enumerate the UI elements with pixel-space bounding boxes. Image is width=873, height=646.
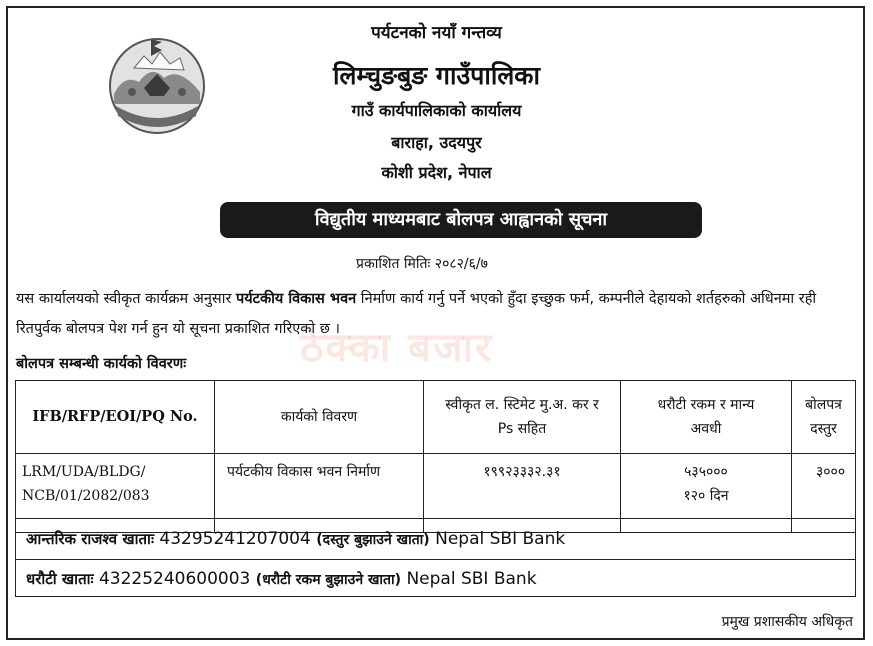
deposit-account-label: धरौटी खाताः (26, 570, 94, 588)
deposit-account-note: (धरौटी रकम बुझाउने खाता) (255, 572, 402, 588)
office-name: गाउँ कार्यपालिकाको कार्यालय (351, 101, 522, 120)
cell-estimate: १९९२३३३२.३१ (424, 454, 621, 533)
deposit-account-bank: Nepal SBI Bank (406, 569, 537, 589)
project-name: पर्यटकीय विकास भवन (236, 291, 357, 307)
section-title: बोलपत्र सम्बन्धी कार्यको विवरणः (16, 356, 187, 372)
deposit-amount: ५३५००० (684, 464, 728, 480)
deposit-period: १२० दिन (683, 488, 729, 504)
header-deposit: धरौटी रकम र मान्य अवधी (621, 381, 792, 454)
notice-body (16, 284, 858, 344)
header-work: कार्यको विवरण (215, 381, 424, 454)
deposit-account (15, 559, 856, 597)
cell-fee: ३००० (792, 454, 856, 533)
slogan: पर्यटनको नयाँ गन्तव्य (371, 23, 502, 43)
watermark-logo: ठेक्का बजार (300, 325, 494, 371)
notice-title: विद्युतीय माध्यमबाट बोलपत्र आह्वानको सूचना (220, 202, 702, 238)
revenue-account-label: आन्तरिक राजश्व खाताः (26, 530, 154, 548)
notice-body-part2: निर्माण कार्य गर्नु पर्ने भएको हुँदा इच्छुक फर्म, कम्पनीले देहायको शर्तहरुको अधिनमा रही रितपुर्वक बोलपत्र पेश गर्न हुन यो सूचना प्रकाशित गरिएको छ । (16, 291, 817, 337)
table-header-row (16, 381, 856, 454)
cell-ifb-no: LRM/UDA/BLDG/ NCB/01/2082/083 (16, 454, 215, 533)
deposit-account-number: 43225240600003 (98, 569, 251, 589)
header-estimate: स्वीकृत ल. स्टिमेट मु.अ. कर र Ps सहित (424, 381, 621, 454)
published-date: प्रकाशित मितिः २०८२/६/७ (356, 256, 488, 272)
office-location: बाराहा, उदयपुर (391, 133, 482, 152)
header-ifb-no: IFB/RFP/EOI/PQ No. (16, 381, 215, 454)
revenue-account-number: 43295241207004 (159, 529, 311, 549)
revenue-account (15, 518, 856, 560)
cell-work: पर्यटकीय विकास भवन निर्माण (215, 454, 424, 533)
signatory-title: प्रमुख प्रशासकीय अधिकृत (721, 614, 853, 630)
municipality-name: लिम्चुङबुङ गाउँपालिका (333, 61, 540, 90)
revenue-account-note: (दस्तुर बुझाउने खाता) (316, 532, 430, 548)
province-name: कोशी प्रदेश, नेपाल (381, 163, 492, 182)
notice-body-part1: यस कार्यालयको स्वीकृत कार्यक्रम अनुसार (16, 291, 237, 307)
tender-table (15, 380, 856, 533)
revenue-account-bank: Nepal SBI Bank (435, 529, 566, 549)
header-fee: बोलपत्र दस्तुर (792, 381, 856, 454)
